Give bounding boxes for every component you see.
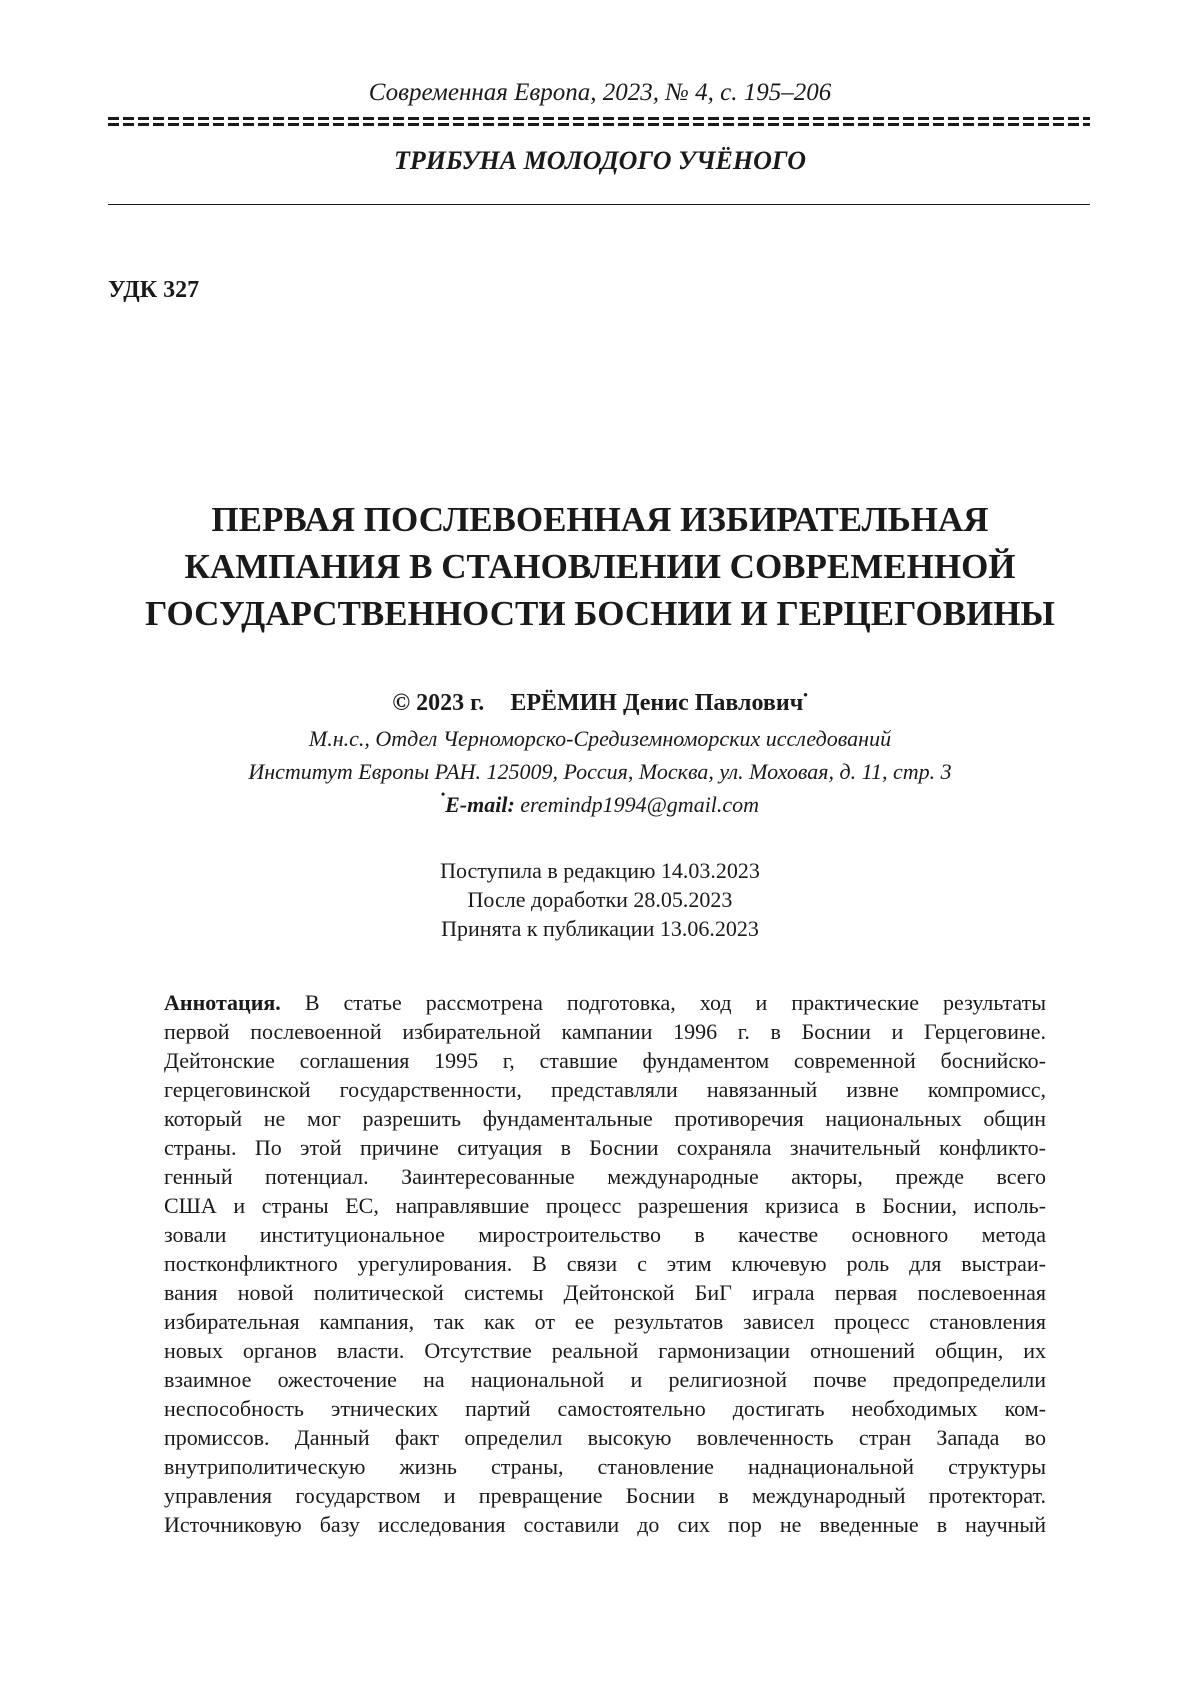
abstract-line: герцеговинской государственности, представляли навязанный извне компромисс, — [164, 1077, 1046, 1102]
date-revised: После доработки 28.05.2023 — [467, 887, 733, 912]
submission-dates — [0, 856, 1200, 943]
abstract-line: постконфликтного урегулирования. В связи с этим ключевую роль для выстраи- — [164, 1251, 1046, 1276]
date-received: Поступила в редакцию 14.03.2023 — [440, 858, 760, 883]
author-name: ЕРЁМИН Денис Павлович — [510, 690, 804, 716]
abstract-line — [164, 988, 1046, 1017]
abstract-line: первой послевоенной избирательной кампании 1996 г. в Боснии и Герцеговине. — [164, 1019, 1046, 1044]
article-title-line: КАМПАНИЯ В СТАНОВЛЕНИИ СОВРЕМЕННОЙ — [184, 547, 1016, 586]
abstract-line: США и страны ЕС, направлявшие процесс разрешения кризиса в Боснии, исполь- — [164, 1193, 1046, 1218]
affiliation-department: М.н.с., Отдел Черноморско-Средиземноморских исследований — [308, 726, 892, 751]
abstract-line: внутриполитическую жизнь страны, становление наднациональной структуры — [164, 1454, 1046, 1479]
article-title-line: ГОСУДАРСТВЕННОСТИ БОСНИИ И ГЕРЦЕГОВИНЫ — [145, 594, 1055, 633]
abstract-line: вания новой политической системы Дейтонской БиГ играла первая послевоенная — [164, 1280, 1046, 1305]
abstract-line: управления государством и превращение Боснии в международный протекторат. — [164, 1483, 1046, 1508]
article-title-line: ПЕРВАЯ ПОСЛЕВОЕННАЯ ИЗБИРАТЕЛЬНАЯ — [211, 500, 989, 539]
author-email[interactable]: eremindp1994@gmail.com — [520, 792, 760, 817]
author-email-line — [0, 788, 1200, 821]
abstract-line: Источниковую базу исследования составили до сих пор не введенные в научный — [164, 1512, 1046, 1537]
abstract-body — [164, 1017, 1046, 1539]
date-accepted: Принята к публикации 13.06.2023 — [441, 916, 759, 941]
article-title — [110, 496, 1090, 637]
abstract-first-line: В статье рассмотрена подготовка, ход и практические результаты — [304, 990, 1046, 1015]
abstract-line: избирательная кампания, так как от ее результатов зависел процесс становления — [164, 1309, 1046, 1334]
abstract-line: страны. По этой причине ситуация в Боснии сохраняла значительный конфликто- — [164, 1135, 1046, 1160]
abstract — [164, 988, 1046, 1539]
abstract-label: Аннотация. — [164, 990, 281, 1015]
section-title: ТРИБУНА МОЛОДОГО УЧЁНОГО — [393, 146, 807, 175]
author-affiliation — [0, 722, 1200, 821]
abstract-line: промиссов. Данный факт определил высокую вовлеченность стран Запада во — [164, 1425, 1046, 1450]
email-marker: • — [440, 787, 446, 801]
abstract-line: Дейтонские соглашения 1995 г, ставшие фундаментом современной боснийско- — [164, 1048, 1046, 1073]
abstract-line: который не мог разрешить фундаментальные противоречия национальных общин — [164, 1106, 1046, 1131]
author-line — [0, 688, 1200, 718]
header-rule — [108, 204, 1090, 205]
footnote-marker: • — [803, 687, 808, 702]
abstract-line: зовали институциональное миростроительство в качестве основного метода — [164, 1222, 1046, 1247]
abstract-line: генный потенциал. Заинтересованные международные акторы, прежде всего — [164, 1164, 1046, 1189]
udk-code: УДК 327 — [108, 277, 200, 303]
copyright: © 2023 г. — [392, 690, 485, 716]
abstract-line: неспособность этнических партий самостоятельно достигать необходимых ком- — [164, 1396, 1046, 1421]
double-dashed-rule — [108, 117, 1090, 126]
abstract-line: взаимное ожесточение на национальной и религиозной почве предопределили — [164, 1367, 1046, 1392]
journal-header: Современная Европа, 2023, № 4, с. 195–206 — [368, 79, 832, 106]
affiliation-institute: Институт Европы РАН. 125009, Россия, Москва, ул. Моховая, д. 11, стр. 3 — [248, 759, 952, 784]
email-label: E-mail: — [445, 792, 515, 817]
abstract-line: новых органов власти. Отсутствие реальной гармонизации отношений общин, их — [164, 1338, 1046, 1363]
